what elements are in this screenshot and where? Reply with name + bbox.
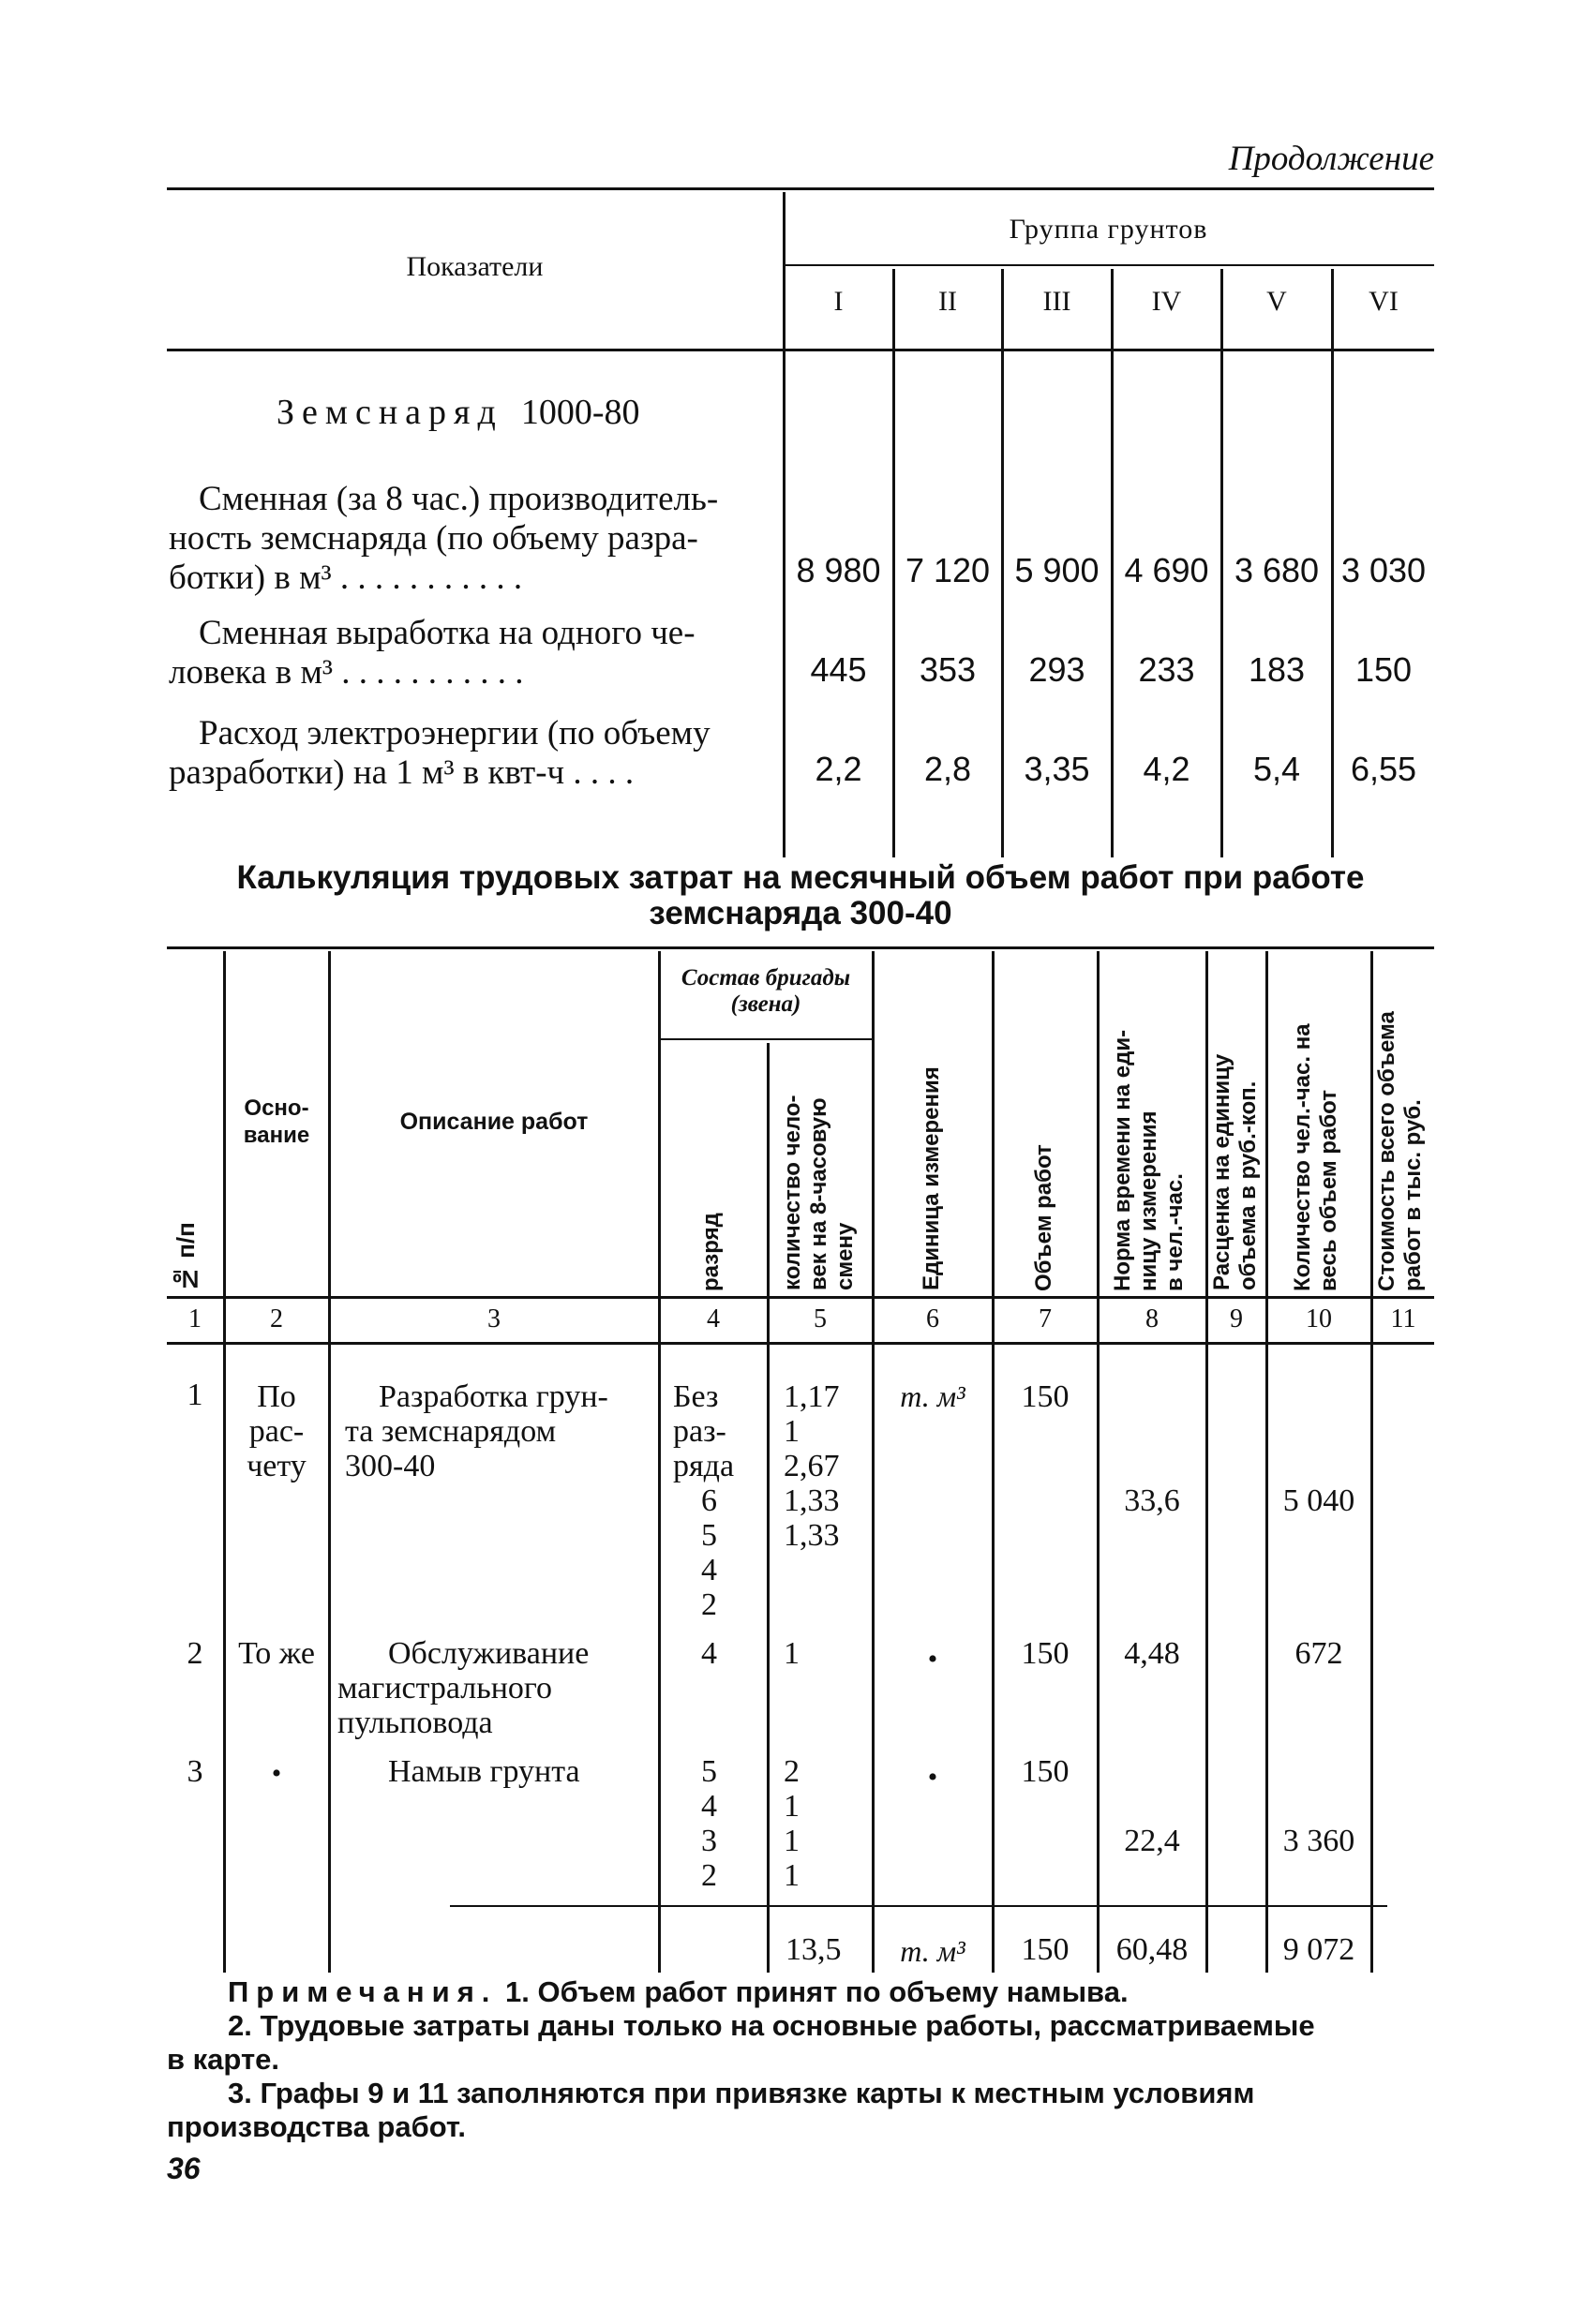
table1-indicators-header: Показатели xyxy=(406,251,544,282)
table1-row-label: Сменная выработка на одного че- ловека в м³ . . . . . . . . . . . xyxy=(169,614,696,692)
row3-manhours: 3 360 xyxy=(1282,1824,1355,1858)
colnum: 5 xyxy=(814,1304,827,1333)
table1-group-header: Группа грунтов xyxy=(1009,214,1208,245)
row1-counts: 1,17 1 2,67 1,33 1,33 xyxy=(784,1379,840,1553)
table1-section-title: Земснаряд 1000-80 xyxy=(277,393,640,432)
row3-num: 3 xyxy=(187,1754,203,1789)
table2-brigade-rule xyxy=(658,1038,872,1040)
table1-cell: 3,35 xyxy=(1024,750,1090,788)
table1-cell: 4,2 xyxy=(1143,750,1190,788)
page-number: 36 xyxy=(167,2152,201,2185)
table2-col-divider xyxy=(1370,951,1373,1973)
table2-col-divider xyxy=(1097,951,1100,1973)
row2-grades: 4 xyxy=(701,1636,717,1671)
row2-norm: 4,48 xyxy=(1124,1636,1180,1671)
table1-cell: 3 030 xyxy=(1340,551,1427,589)
row1-volume: 150 xyxy=(1021,1379,1070,1414)
total-manhours: 9 072 xyxy=(1282,1932,1355,1967)
table2-top-rule xyxy=(167,946,1434,949)
table1-group-rule xyxy=(783,264,1434,266)
table1-row-label: Сменная (за 8 час.) производитель- ность земснаряда (по объему разра- ботки) в м³ . . . . . . . . . . . xyxy=(169,480,719,597)
table2-col-divider xyxy=(658,951,661,1973)
row1-norm: 33,6 xyxy=(1124,1483,1180,1518)
table1-cell: 150 xyxy=(1354,650,1413,689)
table2-col-divider xyxy=(767,1043,770,1973)
table1-cell: 233 xyxy=(1138,650,1195,689)
row1-basis: По рас- чету xyxy=(247,1379,307,1483)
table1-cell: 5,4 xyxy=(1252,750,1301,788)
row1-unit: т. м³ xyxy=(900,1379,965,1413)
table1-group-VI: VI xyxy=(1369,286,1399,317)
colnum: 8 xyxy=(1145,1304,1159,1333)
colnum: 4 xyxy=(707,1304,720,1333)
table1-cell: 6,55 xyxy=(1350,750,1417,788)
row1-description: Разработка грун- та земснарядом 300-40 xyxy=(345,1379,608,1483)
row3-basis: • xyxy=(271,1758,282,1789)
row3-volume: 150 xyxy=(1021,1754,1070,1789)
header-manhours: Количество чел.-час. на весь объем работ xyxy=(1290,1023,1341,1291)
header-unit: Единица измерения xyxy=(919,1066,944,1290)
colnum: 6 xyxy=(926,1304,939,1333)
total-volume: 150 xyxy=(1021,1932,1070,1967)
table1-group-V: V xyxy=(1266,286,1287,317)
colnum: 10 xyxy=(1306,1304,1332,1333)
colnum: 11 xyxy=(1390,1304,1416,1333)
row3-unit: • xyxy=(927,1762,938,1793)
row1-manhours: 5 040 xyxy=(1282,1483,1355,1518)
table1-cell: 2,8 xyxy=(923,750,972,788)
table1-group-III: III xyxy=(1042,286,1071,317)
table1-group-II: II xyxy=(938,286,957,317)
row2-manhours: 672 xyxy=(1294,1636,1343,1671)
total-norm: 60,48 xyxy=(1115,1932,1189,1967)
header-rate: Расценка на единицу объема в руб.-коп. xyxy=(1209,1053,1261,1290)
colnum: 1 xyxy=(188,1304,202,1333)
table1-group-IV: IV xyxy=(1151,286,1182,317)
row1-grades: Без раз- ряда 6 5 4 2 xyxy=(673,1379,735,1622)
row2-counts: 1 xyxy=(784,1636,800,1671)
table2-col-divider xyxy=(1205,951,1208,1973)
table1-cell: 2,2 xyxy=(815,750,862,788)
table1-top-rule xyxy=(167,187,1434,190)
row3-description: Намыв грунта xyxy=(388,1754,580,1789)
colnum: 9 xyxy=(1230,1304,1243,1333)
table1-group-I: I xyxy=(833,286,844,317)
table1-cell: 3 680 xyxy=(1234,551,1320,589)
table1-cell: 353 xyxy=(919,650,977,689)
header-description: Описание работ xyxy=(399,1109,589,1135)
row2-description: Обслуживание магистрального пульповода xyxy=(337,1636,590,1740)
row1-num: 1 xyxy=(187,1378,203,1412)
table1-cell: 7 120 xyxy=(905,551,991,589)
table1-header-rule xyxy=(167,349,1434,351)
row3-norm: 22,4 xyxy=(1124,1824,1180,1858)
table1-cell: 445 xyxy=(810,650,867,689)
table2-col-divider xyxy=(328,951,331,1973)
row2-num: 2 xyxy=(187,1636,203,1671)
table1-row-label: Расход электроэнергии (по объему разработки) на 1 м³ в квт-ч . . . . xyxy=(169,714,711,792)
table2-colnum-rule xyxy=(167,1342,1434,1345)
total-count: 13,5 xyxy=(786,1932,842,1967)
row2-unit: • xyxy=(927,1644,938,1675)
header-cost: Стоимость всего объема работ в тыс. руб. xyxy=(1374,1011,1426,1291)
table2-header-rule xyxy=(167,1296,1434,1299)
table1-cell: 293 xyxy=(1028,650,1085,689)
row2-volume: 150 xyxy=(1021,1636,1070,1671)
row2-basis: То же xyxy=(238,1636,315,1671)
table1-cell: 5 900 xyxy=(1014,551,1100,589)
table2-total-rule xyxy=(450,1905,1387,1907)
notes: Примечания. 1. Объем работ принят по объему намыва. 2. Трудовые затраты даны только на основные работы, рассматриваемые в карте. 3. Графы 9 и 11 заполняются при привязке карты к местным условиям производства работ. xyxy=(167,1975,1315,2143)
row3-counts: 2 1 1 1 xyxy=(784,1754,800,1893)
table1-cell: 8 980 xyxy=(796,551,881,589)
header-count: количество чело- век на 8-часовую смену xyxy=(780,1095,858,1290)
colnum: 2 xyxy=(270,1304,283,1333)
table1-cell: 183 xyxy=(1248,650,1306,689)
header-num: № п/п xyxy=(172,1222,200,1293)
continuation-label: Продолжение xyxy=(1228,140,1434,178)
header-norm: Норма времени на еди- ницу измерения в чел.-час. xyxy=(1110,1029,1188,1291)
table2-title: Калькуляция трудовых затрат на месячный объем работ при работе земснаряда 300-40 xyxy=(236,859,1365,931)
colnum: 3 xyxy=(487,1304,501,1333)
header-brigade: Состав бригады (звена) xyxy=(681,965,851,1017)
table2-col-divider xyxy=(872,951,875,1973)
colnum: 7 xyxy=(1039,1304,1052,1333)
header-volume: Объем работ xyxy=(1031,1144,1056,1291)
table2-col-divider xyxy=(992,951,995,1973)
total-unit: т. м³ xyxy=(900,1934,965,1968)
header-grade: разряд xyxy=(698,1213,724,1291)
row3-grades: 5 4 3 2 xyxy=(701,1754,717,1893)
header-basis: Осно- вание xyxy=(243,1095,310,1148)
table1-cell: 4 690 xyxy=(1124,551,1209,589)
table2-col-divider xyxy=(1265,951,1268,1973)
